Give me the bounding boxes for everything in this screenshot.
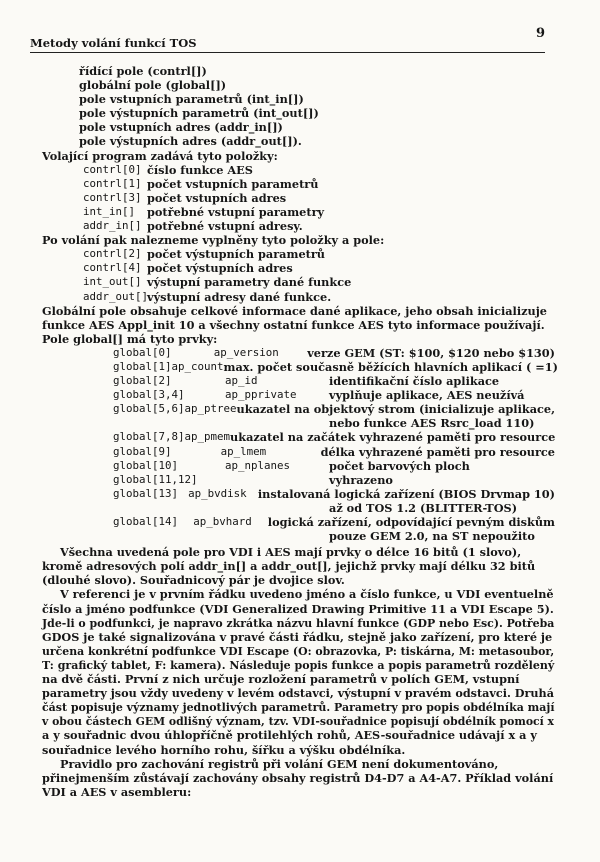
list-item: pole výstupních adres (addr_out[]). [79, 134, 302, 149]
global-desc: počet barvových ploch [329, 458, 470, 473]
global-name: ap_lmem [220, 444, 267, 458]
global-name: ap_version [213, 345, 279, 359]
paragraph-registers [42, 757, 555, 799]
global-index: global[3,4] [113, 388, 185, 402]
global-index: global[0] [113, 345, 172, 359]
field-desc: potřebné vstupní parametry [147, 204, 325, 219]
field-desc: počet výstupních adres [147, 261, 293, 276]
page-number: 9 [535, 26, 545, 41]
global-name: ap_nplanes [225, 458, 291, 472]
list-item: pole výstupních parametrů (int_out[]) [79, 106, 319, 121]
text-line: V referenci je v prvním řádku uvedeno jméno a číslo funkce, u VDI eventuelně [59, 587, 554, 602]
text-line: Globální pole obsahuje celkové informace dané aplikace, jeho obsah inicializuje [42, 303, 547, 318]
global-name: ap_count [171, 359, 224, 373]
global-index: global[7,8] [113, 430, 185, 444]
field-desc: počet vstupních parametrů [147, 176, 319, 191]
global-index: global[5,6] [113, 402, 185, 416]
global-desc: až od TOS 1.2 (BLITTER-TOS) [329, 500, 518, 515]
global-intro-paragraph [42, 304, 555, 346]
global-desc: délka vyhrazené paměti pro resource [320, 444, 555, 459]
paragraph-field-sizes [42, 545, 555, 587]
global-desc: instalovaná logická zařízení (BIOS Drvmap 10) [257, 486, 555, 501]
text-line: Pravidlo pro zachování registrů při volání GEM není dokumentováno, [59, 756, 499, 771]
caller-items [45, 163, 555, 233]
text-line: Jde-li o podfunkci, je napravo zkrátka názvu hlavní funkce (GDP nebo Esc). Potřeba [42, 615, 555, 630]
text-line: kromě adresových polí addr_in[] a addr_out[], jejichž prvky mají délku 32 bitů [42, 559, 536, 574]
text-line: (dlouhé slovo). Souřadnicový pár je dvojice slov. [42, 573, 345, 588]
intro-list [45, 64, 555, 149]
paragraph-reference [42, 587, 555, 756]
global-name [225, 529, 329, 543]
field-name: addr_in[] [83, 219, 142, 233]
global-index: global[11,12] [113, 472, 198, 486]
global-name [225, 416, 329, 430]
text-line: v obou částech GEM odlišný význam, tzv. VDI-souřadnice popisují obdélník pomocí x [42, 714, 554, 729]
field-desc: potřebné vstupní adresy. [147, 219, 303, 234]
global-desc: ukazatel na objektový strom (inicializuje aplikace, [236, 402, 556, 417]
global-desc: verze GEM (ST: $100, $120 nebo $130) [307, 345, 555, 360]
global-index: global[14] [113, 515, 179, 528]
text-line: VDI a AES v asembleru: [42, 784, 192, 799]
global-name: ap_bvhard [193, 515, 252, 528]
global-index [113, 529, 225, 543]
page-header [30, 22, 545, 53]
global-desc: nebo funkce AES Rsrc_load 110) [329, 416, 535, 431]
global-name: ap_pprivate [225, 388, 297, 402]
running-title: Metody volání funkcí TOS [30, 36, 197, 50]
after-items [45, 247, 555, 303]
field-desc: výstupní adresy dané funkce. [147, 289, 332, 304]
text-line: Pole global[] má tyto prvky: [42, 331, 218, 346]
list-item: řídící pole (contrl[]) [79, 64, 207, 78]
text-line: GDOS je také signalizována v pravé části řádku, stejně jako zařízení, pro které je [42, 629, 553, 644]
global-name: ap_ptree [184, 402, 237, 416]
global-desc: vyplňuje aplikace, AES neužívá [329, 388, 525, 403]
global-name: ap_pmem [184, 430, 231, 444]
global-name: ap_id [225, 374, 258, 388]
global-index: global[9] [113, 444, 172, 458]
global-index [113, 416, 225, 430]
text-line: číslo a jméno podfunkce (VDI Generalized Drawing Primitive 11 a VDI Escape 5). [42, 601, 554, 616]
global-name [225, 501, 329, 515]
global-desc: max. počet současně běžících hlavních aplikací ( =1) [223, 359, 558, 374]
text-line: Všechna uvedená pole pro VDI i AES mají prvky o délce 16 bitů (1 slovo), [59, 545, 522, 560]
global-index: global[2] [113, 374, 172, 388]
page-body [42, 64, 558, 799]
global-desc: pouze GEM 2.0, na ST nepoužito [329, 529, 535, 544]
field-desc: počet vstupních adres [147, 190, 287, 205]
field-name: contrl[2] [83, 247, 142, 261]
field-name: int_in[] [83, 204, 136, 218]
list-item: pole vstupních parametrů (int_in[]) [79, 92, 304, 107]
text-line: přinejmenším zůstávají zachovány obsahy registrů D4-D7 a A4-A7. Příklad volání [42, 770, 554, 785]
text-line: souřadnice levého horního rohu, šířku a výšku obdélníka. [42, 742, 406, 757]
field-name: contrl[0] [83, 162, 142, 176]
global-index: global[10] [113, 458, 179, 472]
caller-heading: Volající program zadává tyto položky: [42, 148, 278, 163]
field-name: contrl[4] [83, 261, 142, 275]
field-name: int_out[] [83, 275, 142, 289]
global-index: global[13] [113, 486, 179, 500]
field-name: contrl[1] [83, 176, 142, 190]
list-item: globální pole (global[]) [79, 78, 227, 93]
field-name: addr_out[] [83, 289, 149, 303]
global-name: ap_bvdisk [188, 486, 247, 500]
field-name: contrl[3] [83, 190, 142, 204]
after-heading: Po volání pak nalezneme vyplněny tyto položky a pole: [42, 233, 385, 248]
field-desc: číslo funkce AES [147, 162, 253, 177]
text-line: na dvě části. První z nich určuje rozložení parametrů v polích GEM, vstupní [42, 672, 520, 687]
text-line: část popisuje významy jednotlivých parametrů. Parametry pro popis obdélníka mají [42, 700, 555, 715]
global-name [225, 473, 329, 487]
global-index [113, 501, 225, 515]
global-desc: vyhrazeno [329, 472, 393, 487]
global-table [75, 345, 558, 544]
text-line: a y souřadnic dvou úhlopříčně protilehlých rohů, AES-souřadnice udávají x a y [42, 728, 537, 743]
text-line: určena konkrétní podfunkce VDI Escape (O: obrazovka, P: tiskárna, M: metasoubor, [42, 643, 555, 658]
text-line: T: grafický tablet, F: kamera). Následuje popis funkce a popis parametrů rozdělený [42, 657, 555, 672]
text-line: parametry jsou vždy uvedeny v levém odstavci, výstupní v pravém odstavci. Druhá [42, 686, 554, 701]
field-desc: výstupní parametry dané funkce [147, 275, 352, 290]
global-desc: identifikační číslo aplikace [329, 374, 500, 389]
global-desc: logická zařízení, odpovídající pevným diskům [267, 515, 555, 529]
list-item: pole vstupních adres (addr_in[]) [79, 120, 283, 135]
text-line: funkce AES Appl_init 10 a všechny ostatní funkce AES tyto informace používají. [42, 317, 545, 332]
global-index: global[1] [113, 359, 172, 373]
field-desc: počet výstupních parametrů [147, 247, 326, 262]
global-desc: ukazatel na začátek vyhrazené paměti pro resource [230, 430, 556, 445]
